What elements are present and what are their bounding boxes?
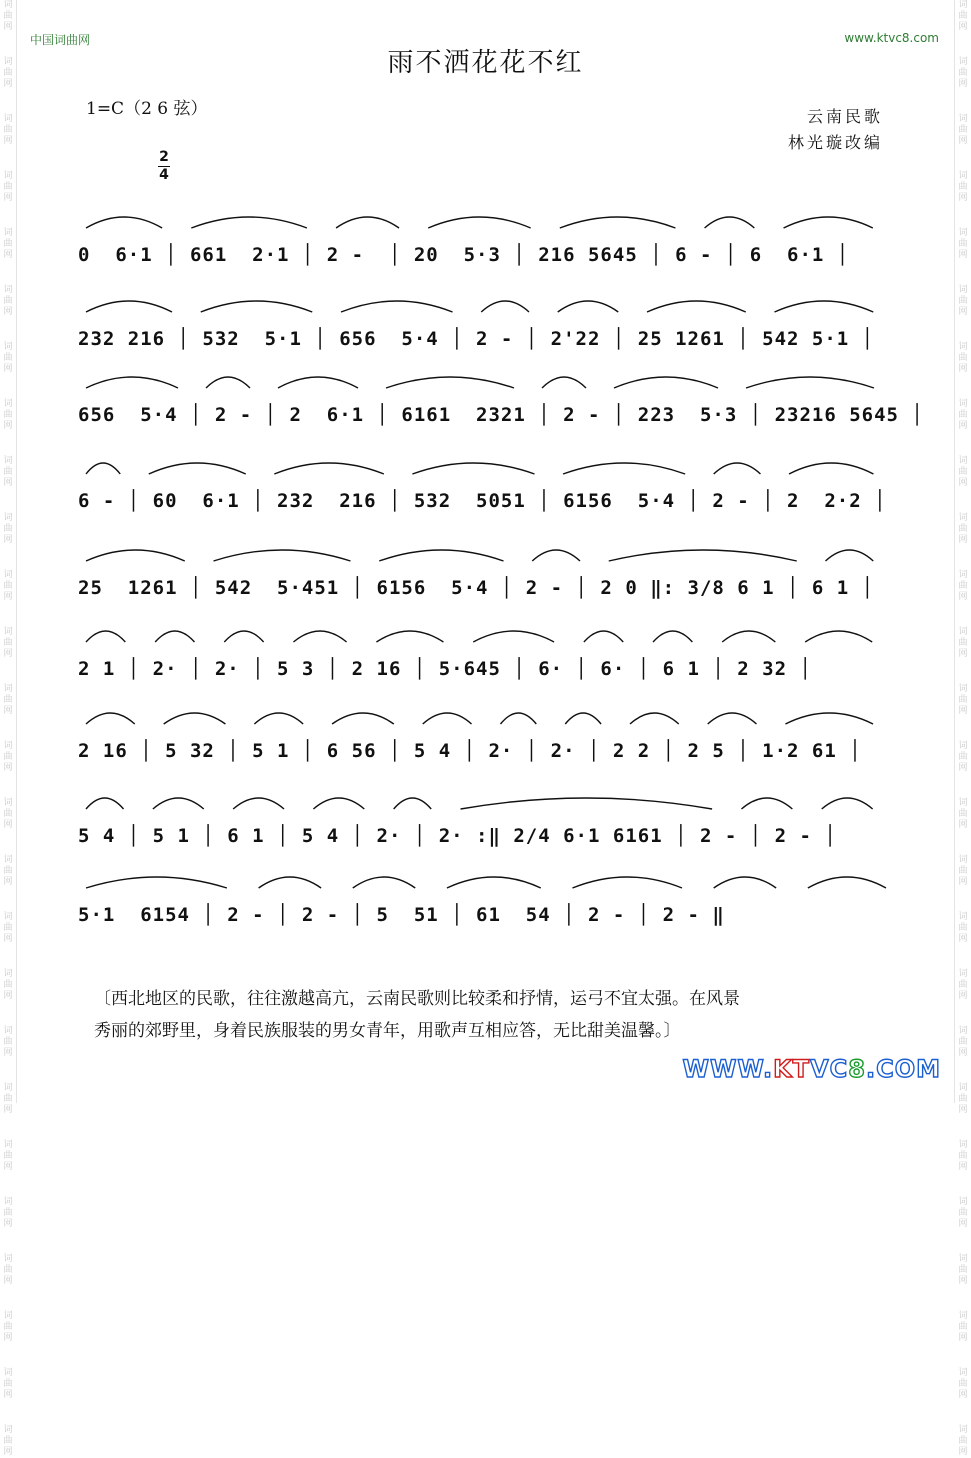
score-line — [78, 561, 894, 601]
slur-arc — [560, 217, 676, 228]
slur-arc — [714, 463, 761, 474]
time-signature-bottom: 4 — [159, 167, 169, 183]
slur-arc — [630, 713, 679, 724]
watermark-glyphs: 词 曲 网 — [958, 456, 968, 488]
slur-arc — [572, 877, 682, 888]
slur-arc — [805, 631, 872, 642]
slur-arc — [86, 301, 172, 312]
score-line — [78, 228, 894, 268]
watermark-glyphs: 词 曲 网 — [3, 228, 13, 260]
slur-marks — [78, 448, 894, 478]
slur-arc — [86, 463, 120, 474]
slur-arc — [376, 631, 443, 642]
song-title: 雨不洒花花不红 — [387, 48, 584, 78]
watermark-glyphs: 词 曲 网 — [958, 798, 968, 830]
slur-arc — [224, 631, 263, 642]
slur-arc — [722, 631, 775, 642]
watermark-glyphs: 词 曲 网 — [3, 285, 13, 317]
site-name-left[interactable]: 中国词曲网 — [30, 33, 91, 47]
slur-arc — [473, 631, 554, 642]
watermark-glyphs: 词 曲 网 — [958, 1311, 968, 1343]
watermark-glyphs: 词 曲 网 — [3, 57, 13, 89]
watermark-glyphs: 词 曲 网 — [3, 969, 13, 1001]
performance-note — [94, 983, 934, 1047]
watermark-glyphs: 词 曲 网 — [3, 741, 13, 773]
site-url-right[interactable]: www.ktvc8.com — [844, 31, 939, 45]
slur-arc — [394, 798, 432, 809]
slur-arc — [86, 550, 185, 561]
slur-arc — [714, 877, 776, 888]
slur-arc — [785, 713, 873, 724]
slur-arc — [86, 631, 125, 642]
score-notes: 6 - │ 60 6·1 │ 232 216 │ 532 5051 │ 6156 5·4 │ 2 - │ 2 2·2 │ — [78, 490, 887, 512]
watermark-glyphs: 词 曲 网 — [3, 456, 13, 488]
slur-arc — [332, 713, 394, 724]
score-notes: 5·1 6154 │ 2 - │ 2 - │ 5 51 │ 61 54 │ 2 - │ 2 - ‖ — [78, 904, 725, 926]
watermark-glyphs: 词 曲 网 — [958, 228, 968, 260]
slur-marks — [78, 783, 894, 813]
watermark-glyphs: 词 曲 网 — [958, 1140, 968, 1172]
source-origin: 云南民歌 — [806, 107, 883, 126]
score-line — [78, 642, 894, 682]
watermark-glyphs: 词 曲 网 — [958, 171, 968, 203]
slur-arc — [705, 217, 755, 228]
slur-arc — [214, 550, 351, 561]
slur-arc — [233, 798, 284, 809]
slur-arc — [259, 877, 321, 888]
note-line-1: 〔西北地区的民歌，往往激越高亢，云南民歌则比较柔和抒情，运弓不宜太强。在风景 — [94, 989, 740, 1009]
slur-arc — [155, 631, 194, 642]
slur-arc — [191, 217, 307, 228]
score-notes: 2 16 │ 5 32 │ 5 1 │ 6 56 │ 5 4 │ 2· │ 2· │ 2 2 │ 2 5 │ 1·2 61 │ — [78, 740, 862, 762]
score-line — [78, 474, 894, 514]
slur-arc — [86, 798, 124, 809]
time-signature — [158, 150, 170, 183]
song-source — [788, 104, 883, 156]
right-watermark-strip — [954, 0, 971, 1457]
slur-arc — [254, 713, 303, 724]
slur-arc — [86, 217, 162, 228]
slur-arc — [336, 217, 399, 228]
watermark-glyphs: 词 曲 网 — [3, 1026, 13, 1058]
watermark-glyphs: 词 曲 网 — [3, 513, 13, 545]
watermark-glyphs: 词 曲 网 — [958, 912, 968, 944]
slur-arc — [653, 631, 692, 642]
watermark-glyphs: 词 曲 网 — [3, 570, 13, 602]
slur-arc — [822, 798, 873, 809]
watermark-glyphs: 词 曲 网 — [3, 627, 13, 659]
slur-marks — [78, 362, 894, 392]
score-line — [78, 809, 894, 849]
watermark-glyphs: 词 曲 网 — [958, 513, 968, 545]
slur-arc — [826, 550, 874, 561]
slur-arc — [584, 631, 623, 642]
slur-arc — [741, 798, 792, 809]
watermark-glyphs: 词 曲 网 — [3, 399, 13, 431]
watermark-glyphs: 词 曲 网 — [3, 1311, 13, 1343]
slur-arc — [428, 217, 530, 228]
slur-arc — [461, 798, 713, 809]
watermark-glyphs: 词 曲 网 — [958, 627, 968, 659]
watermark-glyphs: 词 曲 网 — [958, 1083, 968, 1115]
slur-arc — [341, 301, 453, 312]
slur-marks — [78, 616, 894, 646]
slur-arc — [746, 377, 874, 388]
time-signature-top: 2 — [159, 149, 169, 165]
slur-arc — [532, 550, 580, 561]
score-notes: 25 1261 │ 542 5·451 │ 6156 5·4 │ 2 - │ 2 0 ‖: 3/8 6 1 │ 6 1 │ — [78, 577, 875, 599]
score-notes: 232 216 │ 532 5·1 │ 656 5·4 │ 2 - │ 2'22 │ 25 1261 │ 542 5·1 │ — [78, 328, 875, 350]
slur-arc — [278, 377, 358, 388]
watermark-glyphs: 词 曲 网 — [3, 171, 13, 203]
watermark-glyphs: 词 曲 网 — [3, 1083, 13, 1115]
slur-arc — [558, 301, 619, 312]
score-notes: 5 4 │ 5 1 │ 6 1 │ 5 4 │ 2· │ 2· :‖ 2/4 6·1 6161 │ 2 - │ 2 - │ — [78, 825, 837, 847]
watermark-glyphs: 词 曲 网 — [3, 855, 13, 887]
slur-arc — [274, 463, 384, 474]
slur-marks — [78, 698, 894, 728]
source-arranger: 林光璇改编 — [787, 133, 883, 152]
score-notes: 656 5·4 │ 2 - │ 2 6·1 │ 6161 2321 │ 2 - │ 223 5·3 │ 23216 5645 │ — [78, 404, 924, 426]
watermark-glyphs: 词 曲 网 — [958, 855, 968, 887]
watermark-glyphs: 词 曲 网 — [958, 1197, 968, 1229]
watermark-glyphs: 词 曲 网 — [3, 1140, 13, 1172]
score-line — [78, 312, 894, 352]
slur-marks — [78, 202, 894, 232]
slur-arc — [379, 550, 503, 561]
slur-arc — [86, 877, 227, 888]
footer-brand-logo[interactable] — [682, 1055, 941, 1083]
slur-arc — [784, 217, 873, 228]
slur-arc — [563, 463, 685, 474]
slur-arc — [386, 377, 514, 388]
score-line — [78, 888, 894, 928]
watermark-glyphs: 词 曲 网 — [958, 684, 968, 716]
slur-arc — [164, 713, 226, 724]
slur-arc — [481, 301, 529, 312]
score-notes: 0 6·1 │ 661 2·1 │ 2 - │ 20 5·3 │ 216 5645 │ 6 - │ 6 6·1 │ — [78, 244, 850, 266]
watermark-glyphs: 词 曲 网 — [958, 342, 968, 374]
slur-arc — [206, 377, 250, 388]
watermark-glyphs: 词 曲 网 — [958, 285, 968, 317]
watermark-glyphs: 词 曲 网 — [3, 1254, 13, 1286]
slur-arc — [201, 301, 313, 312]
slur-marks — [78, 862, 894, 892]
watermark-glyphs: 词 曲 网 — [958, 741, 968, 773]
score-line — [78, 724, 894, 764]
slur-arc — [423, 713, 472, 724]
watermark-glyphs: 词 曲 网 — [958, 969, 968, 1001]
watermark-glyphs: 词 曲 网 — [958, 570, 968, 602]
watermark-glyphs: 词 曲 网 — [3, 798, 13, 830]
watermark-glyphs: 词 曲 网 — [958, 399, 968, 431]
watermark-glyphs: 词 曲 网 — [958, 1368, 968, 1400]
slur-arc — [565, 713, 601, 724]
slur-arc — [153, 798, 204, 809]
watermark-glyphs: 词 曲 网 — [3, 1425, 13, 1457]
slur-arc — [609, 550, 797, 561]
score-notes: 2 1 │ 2· │ 2· │ 5 3 │ 2 16 │ 5·645 │ 6· │ 6· │ 6 1 │ 2 32 │ — [78, 658, 812, 680]
slur-arc — [775, 301, 874, 312]
slur-arc — [412, 463, 534, 474]
watermark-glyphs: 词 曲 网 — [3, 1368, 13, 1400]
slur-marks — [78, 535, 894, 565]
slur-arc — [500, 713, 536, 724]
watermark-glyphs: 词 曲 网 — [3, 1197, 13, 1229]
slur-arc — [353, 877, 415, 888]
watermark-glyphs: 词 曲 网 — [958, 57, 968, 89]
footer-brand-text: WWW.KTVC8.COM — [682, 1055, 941, 1083]
slur-arc — [808, 877, 886, 888]
watermark-glyphs: 词 曲 网 — [958, 0, 968, 32]
watermark-glyphs: 词 曲 网 — [958, 114, 968, 146]
watermark-glyphs: 词 曲 网 — [3, 342, 13, 374]
slur-arc — [86, 377, 178, 388]
note-line-2: 秀丽的郊野里，身着民族服装的男女青年，用歌声互相应答，无比甜美温馨。〕 — [94, 1021, 681, 1041]
slur-arc — [86, 713, 135, 724]
slur-arc — [313, 798, 364, 809]
watermark-glyphs: 词 曲 网 — [958, 1254, 968, 1286]
watermark-glyphs: 词 曲 网 — [3, 114, 13, 146]
left-watermark-strip — [0, 0, 17, 1457]
slur-arc — [614, 377, 718, 388]
key-signature: 1=C（2 6 弦） — [86, 99, 208, 119]
watermark-glyphs: 词 曲 网 — [3, 684, 13, 716]
slur-arc — [789, 463, 873, 474]
slur-arc — [149, 463, 246, 474]
slur-arc — [647, 301, 746, 312]
watermark-glyphs: 词 曲 网 — [958, 1026, 968, 1058]
watermark-glyphs: 词 曲 网 — [958, 1425, 968, 1457]
watermark-glyphs: 词 曲 网 — [3, 0, 13, 32]
slur-arc — [447, 877, 541, 888]
slur-arc — [708, 713, 757, 724]
slur-arc — [293, 631, 346, 642]
score-line — [78, 388, 924, 428]
slur-arc — [542, 377, 586, 388]
slur-marks — [78, 286, 894, 316]
watermark-glyphs: 词 曲 网 — [3, 912, 13, 944]
